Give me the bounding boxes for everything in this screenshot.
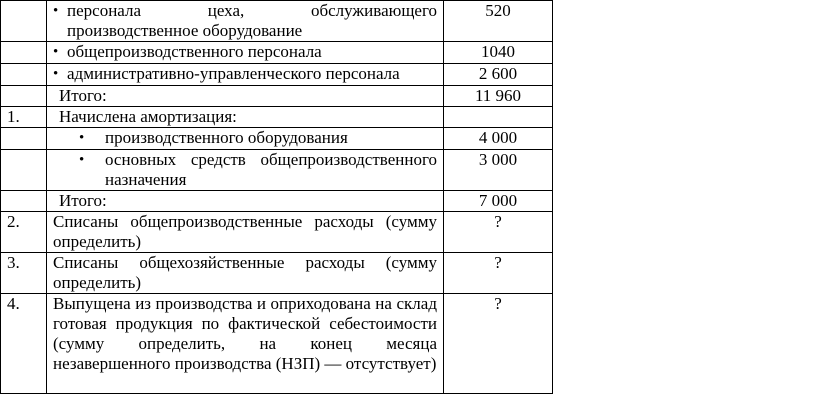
row-total-label: Итого: — [47, 191, 444, 212]
table-row — [1, 294, 553, 394]
row-number — [1, 1, 47, 42]
row-description — [47, 64, 444, 86]
bullet-icon: • — [53, 44, 59, 60]
bullet-icon: • — [79, 152, 85, 168]
row-text: общепроизводственного персонала — [67, 42, 322, 61]
row-description — [47, 128, 444, 150]
row-description — [47, 42, 444, 64]
row-value — [444, 107, 553, 128]
row-text: Выпущена из производства и оприходована на склад готовая продукция по фактической себестоимости (сумму определить, на конец месяца незавершенного производства (НЗП) — отсутствует) — [47, 294, 444, 394]
row-value: 2 600 — [444, 64, 553, 86]
row-text: персонала цеха, обслуживающего производственное оборудование — [67, 1, 437, 40]
row-number: 2. — [1, 212, 47, 253]
row-number: 3. — [1, 253, 47, 294]
row-number — [1, 64, 47, 86]
bullet-icon: • — [53, 3, 59, 19]
row-number — [1, 86, 47, 107]
row-text: Начислена амортизация: — [47, 107, 444, 128]
row-value: 3 000 — [444, 150, 553, 191]
row-value: ? — [444, 294, 553, 394]
table-row — [1, 86, 553, 107]
table-row — [1, 128, 553, 150]
row-text: Списаны общехозяйственные расходы (сумму определить) — [47, 253, 444, 294]
table-row — [1, 191, 553, 212]
table-row — [1, 253, 553, 294]
table-row — [1, 42, 553, 64]
row-description — [47, 150, 444, 191]
row-value: 4 000 — [444, 128, 553, 150]
row-value: 7 000 — [444, 191, 553, 212]
row-number — [1, 191, 47, 212]
row-description — [47, 1, 444, 42]
table-row — [1, 107, 553, 128]
row-number: 1. — [1, 107, 47, 128]
row-text: Списаны общепроизводственные расходы (сумму определить) — [47, 212, 444, 253]
row-number: 4. — [1, 294, 47, 394]
row-value: 11 960 — [444, 86, 553, 107]
row-total-label: Итого: — [47, 86, 444, 107]
row-text: производственного оборудования — [105, 128, 348, 147]
row-text: административно-управленческого персонала — [67, 64, 400, 83]
table-row — [1, 150, 553, 191]
row-text: основных средств общепроизводственного назначения — [105, 150, 437, 189]
row-number — [1, 150, 47, 191]
table-row — [1, 1, 553, 42]
row-value: ? — [444, 253, 553, 294]
bullet-icon: • — [79, 130, 85, 146]
bullet-icon: • — [53, 66, 59, 82]
row-value: 1040 — [444, 42, 553, 64]
row-value: ? — [444, 212, 553, 253]
table-row — [1, 212, 553, 253]
row-value: 520 — [444, 1, 553, 42]
row-number — [1, 128, 47, 150]
row-number — [1, 42, 47, 64]
table-row — [1, 64, 553, 86]
